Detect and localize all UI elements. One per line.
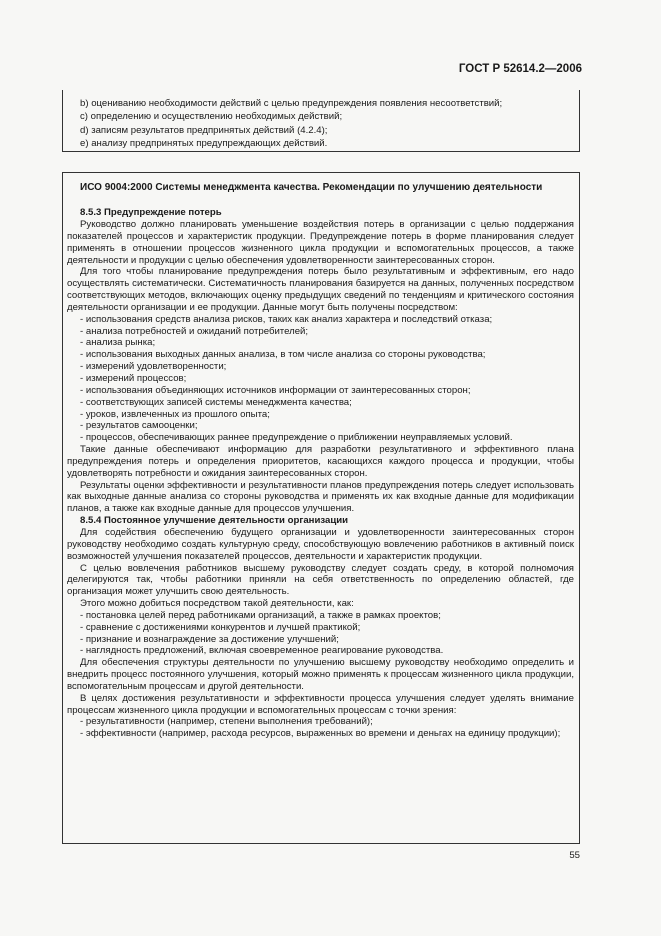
bullet-item: - результативности (например, степени выполнения требований); <box>80 716 373 728</box>
bullet-item: - эффективности (например, расхода ресурсов, выраженных во времени и деньгах на единицу продукции); <box>80 728 561 740</box>
bullet-item: - использования объединяющих источников информации от заинтересованных сторон; <box>80 384 471 396</box>
bullet-item: - анализа рынка; <box>80 337 156 349</box>
bullet-item: - постановка целей перед работниками организаций, а также в рамках проектов; <box>80 609 441 621</box>
bullet-item: - наглядность предложений, включая своевременное реагирование руководства. <box>80 645 444 657</box>
paragraph: Руководство должно планировать уменьшение воздействия потерь в организации с целью поддержания показателей процессов и характеристик продукции. Предупреждение потерь в форме планирования следует применять в отношении процессов жизненного цикла продукции и вспомогательных процессов, а также деятельности и продукции с целью обеспечения удовлетворенности заинтересованных сторон. <box>67 219 574 266</box>
section-heading-853: 8.5.3 Предупреждение потерь <box>80 207 222 219</box>
list-item: b) оцениванию необходимости действий с целью предупреждения появления несоответствий; <box>80 98 503 109</box>
bullet-item: - измерений удовлетворенности; <box>80 361 227 373</box>
paragraph: В целях достижения результативности и эффективности процесса улучшения следует уделять внимание процессам жизненного цикла продукции и вспомогательных процессам с точки зрения: <box>67 692 574 716</box>
section-heading-854: 8.5.4 Постоянное улучшение деятельности организации <box>80 515 349 527</box>
paragraph: Этого можно добиться посредством такой деятельности, как: <box>80 598 354 610</box>
top-list-box <box>62 90 580 152</box>
bullet-item: - использования средств анализа рисков, таких как анализ характера и последствий отказа; <box>80 313 493 325</box>
bullet-item: - сравнение с достижениями конкурентов и лучшей практикой; <box>80 621 361 633</box>
document-code: ГОСТ Р 52614.2—2006 <box>458 63 582 75</box>
bullet-item: - использования выходных данных анализа, в том числе анализа со стороны руководства; <box>80 349 486 361</box>
box-title: ИСО 9004:2000 Системы менеджмента качества. Рекомендации по улучшению деятельности <box>80 182 543 193</box>
box-content <box>67 182 574 740</box>
list-item: c) определению и осуществлению необходимых действий; <box>80 111 343 123</box>
paragraph: Для содействия обеспечению будущего организации и удовлетворенности заинтересованных сторон руководству необходимо создать культурную среду, способствующую вовлечению работников в активный поиск возможностей улучшения показателей процессов, деятельности и характеристик продукции. <box>67 526 574 562</box>
paragraph: Такие данные обеспечивают информацию для разработки результативного и эффективного плана предупреждения потерь и определения приоритетов, касающихся каждого процесса и продукции, чтобы удовлетворять потребности и ожидания заинтересованных сторон. <box>67 444 574 479</box>
bullet-item: - уроков, извлеченных из прошлого опыта; <box>80 408 270 420</box>
page-number: 55 <box>569 850 580 861</box>
bullet-item: - измерений процессов; <box>80 373 187 385</box>
bullet-item: - соответствующих записей системы менеджмента качества; <box>80 396 352 408</box>
list-item: e) анализу предпринятых предупреждающих действий. <box>80 137 328 149</box>
bullet-item: - анализа потребностей и ожиданий потребителей; <box>80 325 309 337</box>
bullet-item: - результатов самооценки; <box>80 420 198 432</box>
bullet-item: - процессов, обеспечивающих раннее предупреждение о приближении неуправляемых условий. <box>80 432 513 444</box>
bullet-item: - признание и вознаграждение за достижение улучшений; <box>80 633 339 645</box>
list-item: d) записям результатов предпринятых действий (4.2.4); <box>80 124 328 136</box>
paragraph: Для обеспечения структуры деятельности по улучшению высшему руководству необходимо определить и внедрить процесс постоянного улучшения, который можно применять к процессам жизненного цикла продукции, вспомогательным процессам и другой деятельности. <box>67 657 574 692</box>
paragraph: Результаты оценки эффективности и результативности планов предупреждения потерь следует использовать как выходные данные анализа со стороны руководства и применять их как входные данные для модификации планов, а также как входные данные для процессов улучшения. <box>67 479 574 515</box>
paragraph: С целью вовлечения работников высшему руководству следует создать среду, в которой полномочия делегируются так, чтобы работники приняли на себя ответственность по определению областей, где организация может улучшить свою деятельность. <box>67 562 574 598</box>
top-list <box>80 97 575 150</box>
paragraph: Для того чтобы планирование предупреждения потерь было результативным и эффективным, его надо осуществлять систематически. Систематичность планирования базируется на данных, полученных посредством соответствующих методов, включающих оценку предыдущих сведений по тенденциям и критического состояния деятельности организации и ее продукции. Данные могут быть получены посредством: <box>67 266 574 313</box>
iso-9004-box <box>62 172 580 844</box>
